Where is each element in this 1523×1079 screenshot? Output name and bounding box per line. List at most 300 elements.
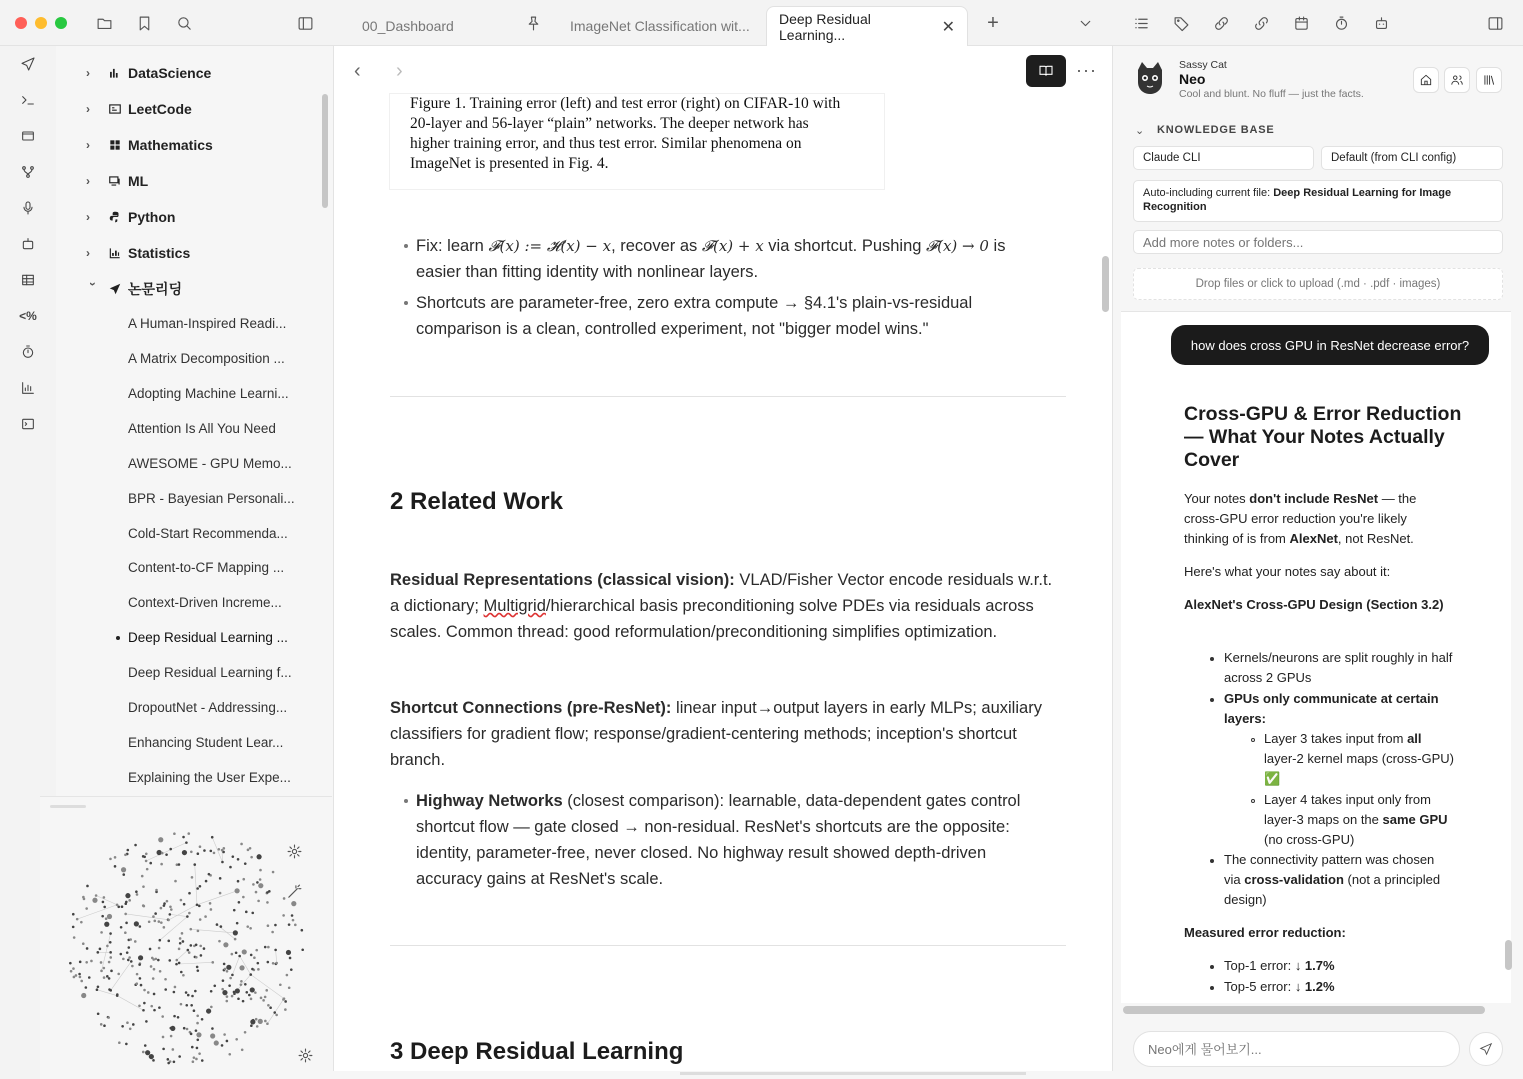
console-icon[interactable] bbox=[18, 414, 38, 434]
file-item[interactable]: Adopting Machine Learni... bbox=[128, 386, 289, 401]
graph-node bbox=[135, 890, 138, 893]
graph-node bbox=[187, 949, 190, 952]
file-drop-zone[interactable]: Drop files or click to upload (.md · .pdf · images) bbox=[1133, 268, 1503, 300]
figure-caption: Figure 1. Training error (left) and test error (right) on CIFAR-10 with 20-layer and 56-layer “plain” networks. The deeper network has higher training error, and thus test error. Similar phenomena on ImageNet is presented in Fig. 4. bbox=[410, 95, 841, 172]
graph-node bbox=[103, 976, 106, 979]
graph-node bbox=[180, 971, 183, 974]
active-file-bullet bbox=[116, 636, 120, 640]
para-shortcut-connections bbox=[390, 695, 1060, 773]
tag-icon[interactable] bbox=[1171, 13, 1191, 33]
graph-node bbox=[103, 896, 106, 899]
back-arrow-icon[interactable]: ‹ bbox=[354, 60, 361, 82]
computer-icon bbox=[108, 174, 124, 188]
graph-node bbox=[208, 873, 211, 876]
graph-node bbox=[275, 1014, 278, 1017]
graph-node bbox=[189, 928, 192, 931]
python-icon bbox=[108, 210, 124, 224]
answer-top1 bbox=[1224, 956, 1454, 976]
bar-chart-icon bbox=[108, 66, 124, 80]
graph-node bbox=[73, 936, 76, 939]
graph-node bbox=[178, 948, 181, 951]
graph-node bbox=[105, 917, 108, 920]
text: , recover as bbox=[611, 237, 702, 255]
graph-node bbox=[228, 1053, 231, 1056]
graph-node bbox=[179, 942, 182, 945]
graph-node bbox=[149, 948, 152, 951]
file-item[interactable]: Attention Is All You Need bbox=[128, 421, 276, 436]
graph-node bbox=[194, 990, 197, 993]
graph-node bbox=[199, 945, 202, 948]
maximize-window-button[interactable] bbox=[55, 17, 67, 29]
graph-node bbox=[231, 974, 234, 977]
graph-node bbox=[160, 921, 163, 924]
graph-node bbox=[139, 977, 142, 980]
graph-node bbox=[161, 1015, 164, 1018]
graph-node bbox=[235, 988, 240, 993]
chevron-down-icon[interactable]: ⌄ bbox=[1135, 125, 1145, 137]
graph-node bbox=[256, 881, 259, 884]
graph-node bbox=[251, 912, 254, 915]
code-icon bbox=[108, 102, 124, 116]
home-button[interactable] bbox=[1413, 67, 1439, 93]
send-icon bbox=[108, 282, 124, 296]
graph-node bbox=[199, 845, 202, 848]
graph-node bbox=[233, 991, 236, 994]
graph-node bbox=[231, 953, 234, 956]
graph-node bbox=[237, 858, 240, 861]
graph-node bbox=[124, 913, 127, 916]
graph-node bbox=[110, 970, 113, 973]
graph-node bbox=[267, 946, 270, 949]
graph-node bbox=[163, 926, 166, 929]
cat-avatar bbox=[1133, 60, 1167, 96]
new-tab-icon[interactable]: + bbox=[987, 11, 999, 34]
graph-node bbox=[190, 1004, 193, 1007]
folder-label: Python bbox=[128, 209, 176, 225]
chevron-down-icon: › bbox=[86, 282, 100, 286]
graph-node bbox=[273, 1011, 276, 1014]
spellcheck-word: Multigrid bbox=[483, 597, 546, 615]
graph-node bbox=[178, 863, 181, 866]
chevron-right-icon: › bbox=[86, 102, 90, 116]
graph-node bbox=[197, 969, 200, 972]
graph-node bbox=[153, 993, 156, 996]
graph-node bbox=[260, 997, 263, 1000]
graph-edge bbox=[146, 843, 186, 861]
graph-edge bbox=[251, 975, 284, 999]
agent-description: Cool and blunt. No fluff — just the facts. bbox=[1179, 88, 1364, 100]
graph-node bbox=[196, 966, 199, 969]
graph-node bbox=[103, 967, 106, 970]
table-icon[interactable] bbox=[18, 270, 38, 290]
bullet-dot bbox=[404, 244, 408, 248]
file-item[interactable]: DropoutNet - Addressing... bbox=[128, 700, 288, 715]
graph-node bbox=[223, 963, 226, 966]
graph-node bbox=[185, 841, 188, 844]
graph-node bbox=[104, 922, 109, 927]
close-window-button[interactable] bbox=[15, 17, 27, 29]
text: (not a principled design) bbox=[1224, 872, 1441, 907]
outgoing-links-icon[interactable] bbox=[1211, 13, 1231, 33]
more-options-icon[interactable]: ··· bbox=[1076, 60, 1097, 80]
graph-node bbox=[178, 1055, 181, 1058]
graph-node bbox=[69, 962, 72, 965]
graph-node bbox=[236, 922, 239, 925]
graph-node bbox=[147, 991, 150, 994]
graph-node bbox=[145, 1050, 150, 1055]
chevron-right-icon: › bbox=[86, 210, 90, 224]
graph-node bbox=[100, 961, 103, 964]
graph-node bbox=[210, 908, 213, 911]
graph-edge bbox=[111, 961, 132, 990]
graph-node bbox=[254, 991, 257, 994]
graph-edge bbox=[117, 996, 143, 1011]
graph-node bbox=[99, 948, 102, 951]
graph-node bbox=[237, 997, 240, 1000]
graph-node bbox=[85, 907, 88, 910]
close-tab-icon[interactable]: ✕ bbox=[941, 18, 955, 36]
graph-node bbox=[170, 908, 173, 911]
graph-node bbox=[160, 907, 163, 910]
graph-node bbox=[210, 1006, 213, 1009]
timer-icon[interactable] bbox=[1331, 13, 1351, 33]
send-icon[interactable] bbox=[18, 54, 38, 74]
graph-node bbox=[183, 1027, 186, 1030]
title-bar bbox=[0, 0, 1523, 46]
model-select[interactable]: Default (from CLI config) bbox=[1321, 146, 1503, 170]
math-inline: 𝓕(𝑥) + 𝑥 bbox=[701, 237, 764, 255]
send-button[interactable] bbox=[1469, 1032, 1503, 1066]
graph-node bbox=[209, 850, 212, 853]
figure-image bbox=[390, 94, 884, 189]
tab-label: 00_Dashboard bbox=[362, 18, 454, 34]
bookmark-icon[interactable] bbox=[134, 13, 154, 33]
graph-node bbox=[223, 1033, 226, 1036]
graph-node bbox=[145, 860, 148, 863]
drag-handle[interactable] bbox=[50, 805, 86, 808]
graph-node bbox=[152, 977, 155, 980]
file-item[interactable]: AWESOME - GPU Memo... bbox=[128, 456, 292, 471]
graph-node bbox=[209, 902, 212, 905]
grid-icon bbox=[108, 138, 124, 152]
graph-node bbox=[200, 954, 203, 957]
folder-leetcode[interactable] bbox=[86, 98, 192, 120]
bar-chart-icon[interactable] bbox=[18, 378, 38, 398]
bold-text: ↓ 1.2% bbox=[1294, 979, 1335, 994]
sidebar-toggle-icon[interactable] bbox=[295, 13, 315, 33]
graph-node bbox=[233, 909, 236, 912]
graph-node bbox=[182, 850, 187, 855]
graph-node bbox=[259, 869, 262, 872]
graph-node bbox=[244, 862, 247, 865]
graph-node bbox=[152, 958, 155, 961]
file-item[interactable]: Enhancing Student Lear... bbox=[128, 735, 284, 750]
graph-node bbox=[255, 891, 258, 894]
graph-node bbox=[210, 1033, 215, 1038]
text: linear input→output layers in early MLPs; auxiliary classifiers for gradient flow; response/gradient-centering methods; inception's shortcut branch. bbox=[390, 699, 1042, 769]
graph-node bbox=[232, 855, 235, 858]
graph-node bbox=[167, 1058, 170, 1061]
add-notes-input[interactable] bbox=[1133, 230, 1503, 254]
graph-node bbox=[142, 1051, 145, 1054]
graph-edge bbox=[96, 896, 117, 905]
graph-node bbox=[196, 887, 199, 890]
outline-icon[interactable] bbox=[1131, 13, 1151, 33]
graph-node bbox=[269, 1006, 272, 1009]
graph-node bbox=[201, 1059, 204, 1062]
graph-node bbox=[90, 960, 93, 963]
graph-node bbox=[224, 968, 227, 971]
answer-li-1: Kernels/neurons are split roughly in half across 2 GPUs bbox=[1224, 650, 1453, 685]
list-bullet bbox=[1210, 986, 1214, 990]
agent-subtitle: Sassy Cat bbox=[1179, 59, 1227, 71]
text: , not ResNet. bbox=[1337, 531, 1414, 546]
graph-node bbox=[81, 993, 86, 998]
gear-icon[interactable] bbox=[284, 841, 304, 861]
graph-node bbox=[211, 961, 214, 964]
graph-node bbox=[196, 1038, 199, 1041]
chevron-right-icon: › bbox=[86, 66, 90, 80]
chat-input[interactable] bbox=[1133, 1031, 1460, 1067]
people-button[interactable] bbox=[1444, 67, 1470, 93]
text: Your notes bbox=[1184, 491, 1250, 506]
graph-node bbox=[158, 920, 161, 923]
graph-node bbox=[97, 985, 100, 988]
folder-python[interactable] bbox=[86, 206, 175, 228]
people-icon bbox=[1450, 73, 1464, 87]
graph-node bbox=[186, 1028, 189, 1031]
forward-arrow-icon[interactable]: › bbox=[396, 60, 403, 82]
folder-mathematics[interactable] bbox=[86, 134, 213, 156]
graph-node bbox=[155, 889, 158, 892]
folder-ml[interactable] bbox=[86, 170, 148, 192]
graph-node bbox=[206, 1008, 211, 1013]
graph-node bbox=[85, 986, 88, 989]
graph-node bbox=[125, 893, 130, 898]
graph-node bbox=[267, 924, 270, 927]
list-bullet bbox=[1251, 738, 1255, 742]
bullet-shortcuts: Shortcuts are parameter-free, zero extra compute → §4.1's plain-vs-residual comparison is a clean, controlled experiment, not "bigger model wins." bbox=[416, 294, 973, 338]
answer-li-3 bbox=[1224, 850, 1454, 910]
bold-text: ↓ 1.7% bbox=[1294, 958, 1335, 973]
graph-node bbox=[134, 921, 139, 926]
graph-node bbox=[246, 925, 249, 928]
graph-node bbox=[178, 962, 181, 965]
graph-node bbox=[259, 878, 262, 881]
graph-node bbox=[92, 898, 97, 903]
graph-node bbox=[191, 1046, 194, 1049]
graph-node bbox=[279, 983, 282, 986]
graph-node bbox=[124, 931, 127, 934]
file-item[interactable]: Deep Residual Learning f... bbox=[128, 665, 292, 680]
graph-node bbox=[182, 836, 185, 839]
send-icon bbox=[1479, 1042, 1493, 1056]
chat-sidebar bbox=[1121, 46, 1523, 1079]
graph-node bbox=[125, 1043, 128, 1046]
graph-node bbox=[82, 942, 85, 945]
graph-node bbox=[218, 940, 221, 943]
graph-node bbox=[144, 1044, 147, 1047]
graph-node bbox=[75, 974, 78, 977]
file-item[interactable]: Content-to-CF Mapping ... bbox=[128, 560, 285, 575]
horizontal-scrollbar[interactable] bbox=[680, 1072, 1026, 1075]
graph-node bbox=[153, 968, 156, 971]
knowledge-base-label[interactable]: KNOWLEDGE BASE bbox=[1157, 124, 1275, 136]
stopwatch-icon[interactable] bbox=[18, 342, 38, 362]
magic-wand-icon[interactable] bbox=[284, 881, 304, 901]
library-button[interactable] bbox=[1476, 67, 1502, 93]
graph-node bbox=[129, 1027, 132, 1030]
pin-icon[interactable] bbox=[523, 13, 543, 33]
graph-node bbox=[210, 990, 213, 993]
graph-node bbox=[126, 951, 129, 954]
provider-select[interactable]: Claude CLI bbox=[1133, 146, 1314, 170]
graph-node bbox=[218, 848, 221, 851]
file-item[interactable]: BPR - Bayesian Personali... bbox=[128, 491, 295, 506]
graph-node bbox=[143, 989, 146, 992]
graph-node bbox=[290, 968, 293, 971]
graph-node bbox=[95, 894, 98, 897]
filetree-scrollbar[interactable] bbox=[322, 94, 328, 208]
graph-node bbox=[158, 947, 161, 950]
folder-datascience[interactable] bbox=[86, 62, 211, 84]
search-icon[interactable] bbox=[174, 13, 194, 33]
graph-node bbox=[79, 961, 82, 964]
microphone-icon[interactable] bbox=[18, 198, 38, 218]
folder-paper-reading[interactable] bbox=[86, 278, 182, 300]
reading-mode-button[interactable] bbox=[1026, 55, 1066, 87]
list-bullet bbox=[1210, 657, 1214, 661]
graph-node bbox=[256, 854, 261, 859]
graph-node bbox=[201, 1018, 204, 1021]
graph-node bbox=[136, 973, 139, 976]
terminal-icon[interactable] bbox=[18, 90, 38, 110]
git-icon[interactable] bbox=[18, 162, 38, 182]
text: Fix: learn bbox=[416, 237, 489, 255]
graph-node bbox=[109, 932, 112, 935]
heading-related-work: 2 Related Work bbox=[390, 488, 563, 515]
text: Top-1 error: bbox=[1224, 958, 1295, 973]
text: — the cross-GPU error reduction you're likely thinking of is from bbox=[1184, 491, 1417, 546]
graph-node bbox=[283, 997, 286, 1000]
graph-edge bbox=[169, 905, 197, 920]
graph-node bbox=[274, 924, 277, 927]
graph-node bbox=[72, 926, 75, 929]
graph-node bbox=[291, 901, 296, 906]
file-item-active[interactable]: Deep Residual Learning ... bbox=[128, 630, 288, 645]
graph-node bbox=[195, 956, 198, 959]
chat-scrollbar[interactable] bbox=[1505, 940, 1512, 970]
bold-text: don't include ResNet bbox=[1249, 491, 1379, 506]
graph-node bbox=[196, 1022, 199, 1025]
graph-node bbox=[193, 1056, 196, 1059]
graph-node bbox=[229, 977, 232, 980]
bot-icon[interactable] bbox=[18, 234, 38, 254]
minimize-window-button[interactable] bbox=[35, 17, 47, 29]
graph-node bbox=[157, 959, 160, 962]
right-sidebar-toggle-icon[interactable] bbox=[1485, 13, 1505, 33]
graph-node bbox=[142, 1009, 145, 1012]
text: The connectivity pattern was chosen via bbox=[1224, 852, 1435, 887]
bold-text: Highway Networks bbox=[416, 792, 563, 810]
graph-node bbox=[153, 1009, 156, 1012]
graph-node bbox=[221, 861, 224, 864]
backlinks-icon[interactable] bbox=[1251, 13, 1271, 33]
file-item[interactable]: Context-Driven Increme... bbox=[128, 595, 282, 610]
graph-node bbox=[162, 1048, 165, 1051]
graph-node bbox=[258, 883, 263, 888]
slides-icon[interactable] bbox=[18, 126, 38, 146]
bot-icon[interactable] bbox=[1371, 13, 1391, 33]
graph-node bbox=[221, 849, 224, 852]
tab-imagenet[interactable] bbox=[558, 6, 763, 46]
graph-node bbox=[100, 1023, 103, 1026]
graph-node bbox=[190, 851, 193, 854]
graph-node bbox=[181, 932, 184, 935]
graph-node bbox=[109, 858, 112, 861]
graph-node bbox=[188, 951, 191, 954]
file-item[interactable]: A Matrix Decomposition ... bbox=[128, 351, 285, 366]
folder-icon[interactable] bbox=[94, 13, 114, 33]
graph-canvas[interactable] bbox=[58, 825, 318, 1075]
graph-node bbox=[169, 905, 172, 908]
graph-node bbox=[228, 984, 231, 987]
tab-dashboard[interactable] bbox=[350, 6, 520, 46]
graph-node bbox=[164, 988, 167, 991]
graph-node bbox=[231, 995, 234, 998]
tab-deep-residual[interactable] bbox=[766, 6, 968, 46]
divider bbox=[390, 396, 1066, 397]
graph-node bbox=[294, 924, 297, 927]
graph-node bbox=[282, 914, 285, 917]
graph-node bbox=[153, 920, 156, 923]
text: Auto-including current file: bbox=[1143, 187, 1274, 199]
list-bullet bbox=[1251, 799, 1255, 803]
graph-node bbox=[242, 1000, 245, 1003]
graph-node bbox=[267, 1004, 270, 1007]
graph-node bbox=[149, 1054, 154, 1059]
chat-horizontal-scrollbar[interactable] bbox=[1123, 1006, 1485, 1014]
graph-node bbox=[250, 954, 253, 957]
para-residual-representations bbox=[390, 567, 1060, 645]
chevron-down-icon[interactable] bbox=[1075, 13, 1095, 33]
text: layer-2 kernel maps (cross-GPU) ✅ bbox=[1264, 751, 1454, 786]
gear-icon[interactable] bbox=[295, 1045, 315, 1065]
graph-node bbox=[106, 945, 109, 948]
graph-node bbox=[130, 960, 133, 963]
graph-node bbox=[222, 979, 225, 982]
file-item[interactable]: Cold-Start Recommenda... bbox=[128, 526, 288, 541]
graph-node bbox=[131, 965, 134, 968]
calendar-icon[interactable] bbox=[1291, 13, 1311, 33]
graph-node bbox=[274, 949, 277, 952]
file-item[interactable]: A Human-Inspired Readi... bbox=[128, 316, 287, 331]
graph-node bbox=[226, 970, 229, 973]
graph-node bbox=[172, 1048, 175, 1051]
file-item[interactable]: Explaining the User Expe... bbox=[128, 770, 291, 785]
folder-statistics[interactable] bbox=[86, 242, 190, 264]
graph-node bbox=[266, 1022, 269, 1025]
graph-node bbox=[116, 993, 119, 996]
template-icon[interactable]: <% bbox=[19, 309, 37, 323]
bullet-dot bbox=[404, 799, 408, 803]
editor-scrollbar[interactable] bbox=[1102, 256, 1109, 312]
graph-node bbox=[195, 1058, 198, 1061]
graph-node bbox=[169, 913, 172, 916]
folder-label: ML bbox=[128, 173, 149, 189]
graph-node bbox=[249, 847, 252, 850]
graph-node bbox=[250, 987, 255, 992]
